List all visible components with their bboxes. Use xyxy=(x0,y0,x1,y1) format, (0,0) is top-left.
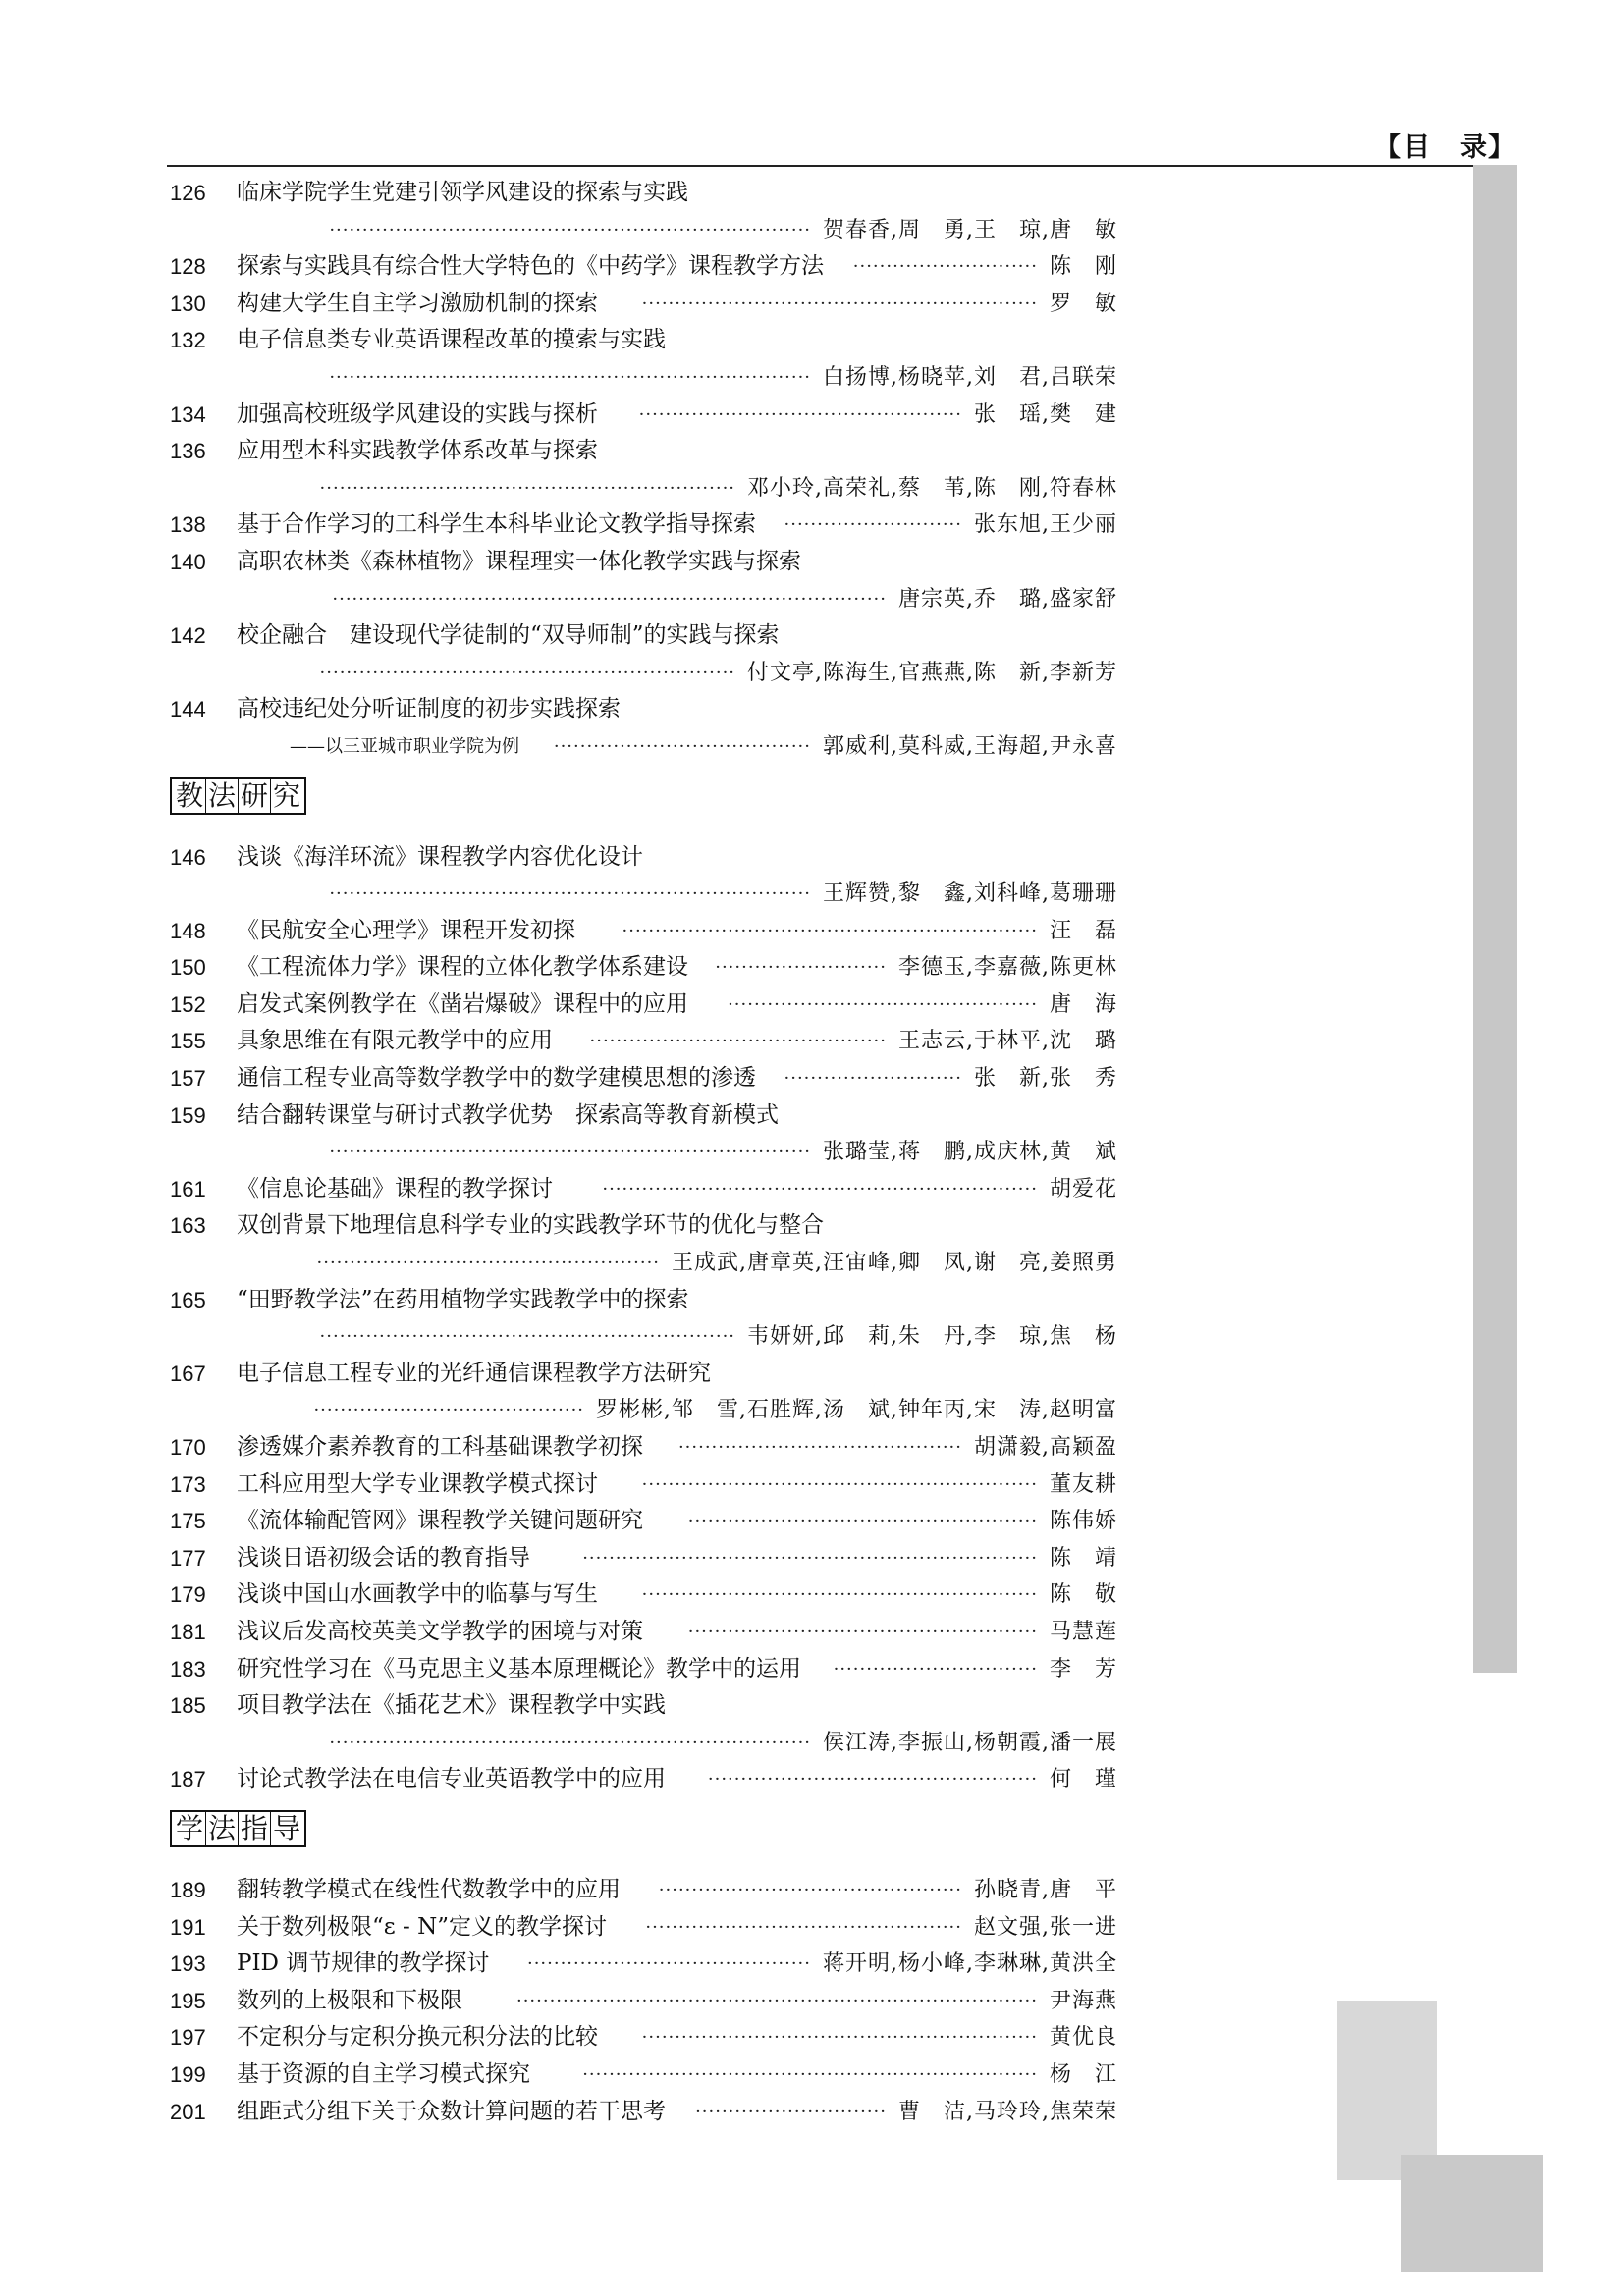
toc-entry[interactable] xyxy=(170,1651,1117,1688)
entry-title[interactable]: 《流体输配管网》课程教学关键问题研究 xyxy=(237,1508,643,1534)
entry-authors: 曹 洁,马玲玲,焦荣荣 xyxy=(898,2099,1117,2124)
section-title-char: 教 xyxy=(174,779,206,813)
entry-page-number: 199 xyxy=(170,2061,206,2087)
toc-entry[interactable] xyxy=(170,1576,1117,1614)
section-heading xyxy=(170,766,1117,839)
entry-title[interactable]: 双创背景下地理信息科学专业的实践教学环节的优化与整合 xyxy=(237,1212,824,1239)
leader-dots: ······································· xyxy=(553,735,812,757)
entry-page-number: 140 xyxy=(170,549,206,574)
entry-title[interactable]: 启发式案例教学在《凿岩爆破》课程中的应用 xyxy=(237,990,688,1017)
entry-title[interactable]: 应用型本科实践教学体系改革与探索 xyxy=(237,438,598,464)
entry-authors: 唐宗英,乔 璐,盛家舒 xyxy=(898,586,1117,612)
entry-authors: 尹海燕 xyxy=(1049,1988,1117,2013)
entry-authors: 蒋开明,杨小峰,李琳琳,黄洪全 xyxy=(823,1951,1117,1977)
toc-entry[interactable] xyxy=(170,949,1117,987)
leader-dots: ··········································· xyxy=(526,1953,812,1975)
section-title-char: 研 xyxy=(239,779,271,813)
entry-page-number: 165 xyxy=(170,1287,206,1312)
toc-entry-line2 xyxy=(170,1134,1117,1171)
entry-page-number: 191 xyxy=(170,1914,206,1940)
entry-tail xyxy=(784,1060,1118,1097)
toc-entry[interactable] xyxy=(170,175,1117,212)
section-title-char: 导 xyxy=(273,1811,301,1844)
section-title-char: 究 xyxy=(273,778,301,812)
entry-page-number: 197 xyxy=(170,2025,206,2051)
entry-authors: 王成武,唐章英,汪宙峰,卿 凤,谢 亮,姜照勇 xyxy=(672,1251,1117,1276)
leader-dots: ···························································· xyxy=(641,293,1038,314)
leader-dots: ···························· xyxy=(852,256,1038,278)
entry-tail xyxy=(329,876,1117,913)
toc-entry[interactable] xyxy=(170,286,1117,323)
toc-entry[interactable] xyxy=(170,433,1117,470)
toc-entry[interactable] xyxy=(170,1060,1117,1097)
leader-dots: ······························································· xyxy=(319,1326,736,1348)
entry-tail xyxy=(527,1946,1117,1983)
entry-page-number: 132 xyxy=(170,328,206,353)
leader-dots: ········································································· xyxy=(329,219,812,240)
toc-entry[interactable] xyxy=(170,1429,1117,1467)
toc-entry[interactable] xyxy=(170,839,1117,877)
toc-entry[interactable] xyxy=(170,1761,1117,1798)
corner-decoration-block xyxy=(1337,2001,1437,2180)
toc-entry[interactable] xyxy=(170,2019,1117,2056)
corner-decoration-block xyxy=(1401,2155,1543,2272)
section-heading xyxy=(170,1798,1117,1872)
toc-entry[interactable] xyxy=(170,1207,1117,1245)
leader-dots: ·························· xyxy=(715,957,887,979)
entry-authors: 赵文强,张一进 xyxy=(974,1914,1117,1940)
entry-title[interactable]: 关于数列极限“ε - N”定义的教学探讨 xyxy=(237,1913,607,1940)
entry-page-number: 134 xyxy=(170,401,206,427)
entry-title[interactable]: 基于合作学习的工科学生本科毕业论文教学指导探索 xyxy=(237,511,756,538)
header-rule xyxy=(167,165,1517,167)
entry-tail xyxy=(554,728,1117,766)
entry-authors: 白扬博,杨晓苹,刘 君,吕联荣 xyxy=(823,364,1117,390)
entry-tail xyxy=(622,913,1117,950)
leader-dots: ············································· xyxy=(589,1031,887,1052)
leader-dots: ··························· xyxy=(784,514,962,536)
entry-authors: 贺春香,周 勇,王 琼,唐 敏 xyxy=(823,217,1117,242)
entry-title[interactable]: 浅议后发高校英美文学教学的困境与对策 xyxy=(237,1618,643,1644)
toc-entry-line2 xyxy=(170,1725,1117,1762)
entry-authors: 张东旭,王少丽 xyxy=(974,512,1117,538)
entry-tail xyxy=(317,1245,1118,1282)
leader-dots: ··························· xyxy=(784,1068,962,1090)
toc-entry[interactable] xyxy=(170,1946,1117,1983)
entry-authors: 马慧莲 xyxy=(1049,1619,1117,1644)
entry-tail xyxy=(678,1429,1117,1467)
entry-tail xyxy=(853,248,1117,286)
entry-tail xyxy=(708,1761,1117,1798)
entry-page-number: 138 xyxy=(170,512,206,538)
toc-entry[interactable] xyxy=(170,248,1117,286)
toc-entry[interactable] xyxy=(170,1356,1117,1393)
entry-title[interactable]: 《工程流体力学》课程的立体化教学体系建设 xyxy=(237,954,688,981)
entry-authors: 王志云,于林平,沈 璐 xyxy=(898,1029,1117,1054)
toc-entry-line2 xyxy=(170,1245,1117,1282)
entry-page-number: 144 xyxy=(170,697,206,722)
toc-header-label: 【目 录】 xyxy=(1375,133,1517,163)
leader-dots: ····················································· xyxy=(687,1621,1038,1642)
leader-dots: ················································ xyxy=(645,1916,962,1938)
entry-page-number: 187 xyxy=(170,1767,206,1792)
entry-tail xyxy=(516,1983,1117,2020)
leader-dots: ·················································· xyxy=(707,1769,1038,1790)
entry-authors: 李德玉,李嘉薇,陈更林 xyxy=(898,955,1117,981)
toc-entry[interactable] xyxy=(170,1023,1117,1060)
entry-title[interactable]: 浅谈日语初级会话的教育指导 xyxy=(237,1544,530,1571)
entry-tail xyxy=(313,1392,1117,1429)
section-title-char: 指 xyxy=(239,1812,271,1845)
entry-title[interactable]: PID 调节规律的教学探讨 xyxy=(237,1950,490,1977)
entry-authors: 李 芳 xyxy=(1049,1656,1117,1682)
entry-authors: 邓小玲,高荣礼,蔡 苇,陈 刚,符春林 xyxy=(747,475,1117,501)
entry-page-number: 146 xyxy=(170,844,206,870)
entry-authors: 黄优良 xyxy=(1049,2025,1117,2051)
toc-entry[interactable] xyxy=(170,617,1117,655)
entry-title[interactable]: 讨论式教学法在电信专业英语教学中的应用 xyxy=(237,1766,666,1792)
entry-authors: 唐 海 xyxy=(1049,991,1117,1017)
entry-tail xyxy=(329,1134,1117,1171)
entry-authors: 韦妍妍,邱 莉,朱 丹,李 琼,焦 杨 xyxy=(747,1324,1117,1350)
entry-page-number: 150 xyxy=(170,955,206,981)
entry-page-number: 126 xyxy=(170,181,206,205)
entry-tail xyxy=(590,1023,1117,1060)
toc-entry[interactable] xyxy=(170,987,1117,1024)
toc-entry-line2 xyxy=(170,359,1117,397)
entry-title[interactable]: 加强高校班级学风建设的实践与探析 xyxy=(237,400,598,427)
toc-entry[interactable] xyxy=(170,1282,1117,1319)
entry-title[interactable]: 渗透媒介素养教育的工科基础课教学初探 xyxy=(237,1434,643,1460)
entry-authors: 陈 敬 xyxy=(1049,1582,1117,1608)
entry-tail xyxy=(715,949,1117,987)
entry-authors: 陈伟娇 xyxy=(1049,1509,1117,1534)
entry-authors: 陈 刚 xyxy=(1049,254,1117,280)
entry-authors: 杨 江 xyxy=(1049,2061,1117,2087)
entry-page-number: 167 xyxy=(170,1361,206,1386)
entry-tail xyxy=(728,987,1117,1024)
toc-entry[interactable] xyxy=(170,1614,1117,1651)
entry-page-number: 170 xyxy=(170,1435,206,1460)
leader-dots: ····························· xyxy=(695,2101,887,2122)
entry-tail xyxy=(329,359,1117,397)
entry-tail xyxy=(320,470,1117,507)
entry-title[interactable]: 浅谈《海洋环流》课程教学内容优化设计 xyxy=(237,843,643,870)
entry-title[interactable]: 《信息论基础》课程的教学探讨 xyxy=(237,1175,553,1201)
leader-dots: ··········································· xyxy=(677,1437,962,1458)
toc-entry-line2 xyxy=(170,1318,1117,1356)
entry-tail xyxy=(320,655,1117,692)
entry-tail xyxy=(582,2056,1117,2094)
leader-dots: ········································································· xyxy=(329,883,812,905)
entry-page-number: 201 xyxy=(170,2099,206,2124)
entry-title[interactable]: 《民航安全心理学》课程开发初探 xyxy=(237,917,575,943)
toc-entry[interactable] xyxy=(170,1540,1117,1577)
entry-page-number: 185 xyxy=(170,1693,206,1719)
toc-entry[interactable] xyxy=(170,322,1117,359)
leader-dots: ······························································· xyxy=(622,920,1038,941)
toc-entry[interactable] xyxy=(170,1467,1117,1504)
entry-tail xyxy=(688,1614,1117,1651)
toc-entry[interactable] xyxy=(170,913,1117,950)
toc-entry-line2 xyxy=(170,728,1117,766)
entry-title[interactable]: 数列的上极限和下极限 xyxy=(237,1987,462,2013)
entry-authors: 张 新,张 秀 xyxy=(974,1066,1117,1092)
leader-dots: ········································································· xyxy=(329,1732,812,1753)
leader-dots: ········································· xyxy=(313,1400,585,1421)
entry-tail xyxy=(329,212,1117,249)
entry-authors: 罗 敏 xyxy=(1049,291,1117,316)
entry-title[interactable]: 研究性学习在《马克思主义基本原理概论》教学中的运用 xyxy=(237,1655,801,1682)
entry-authors: 汪 磊 xyxy=(1049,918,1117,943)
entry-tail xyxy=(332,581,1117,618)
entry-page-number: 152 xyxy=(170,991,206,1017)
entry-tail xyxy=(642,1467,1117,1504)
toc-entry[interactable] xyxy=(170,1171,1117,1208)
toc-entry[interactable] xyxy=(170,2094,1117,2131)
entry-authors: 付文亭,陈海生,官燕燕,陈 新,李新芳 xyxy=(747,660,1117,685)
entry-title[interactable]: 工科应用型大学专业课教学模式探讨 xyxy=(237,1470,598,1497)
side-decoration-bar xyxy=(1473,165,1517,1673)
entry-tail xyxy=(320,1318,1117,1356)
entry-page-number: 195 xyxy=(170,1988,206,2013)
entry-authors: 王辉赞,黎 鑫,刘科峰,葛珊珊 xyxy=(823,881,1117,907)
leader-dots: ·································································· xyxy=(602,1178,1038,1200)
entry-page-number: 183 xyxy=(170,1656,206,1682)
entry-page-number: 179 xyxy=(170,1582,206,1608)
entry-page-number: 142 xyxy=(170,623,206,649)
entry-title[interactable]: 项目教学法在《插花艺术》课程教学中实践 xyxy=(237,1692,666,1719)
entry-page-number: 128 xyxy=(170,254,206,280)
toc-entry[interactable] xyxy=(170,1503,1117,1540)
leader-dots: ···················································· xyxy=(316,1253,661,1274)
entry-authors: 张璐莹,蒋 鹏,成庆林,黄 斌 xyxy=(823,1140,1117,1165)
entry-title[interactable]: 构建大学生自主学习激励机制的探索 xyxy=(237,290,598,316)
entry-tail xyxy=(659,1872,1117,1909)
entry-page-number: 193 xyxy=(170,1951,206,1977)
entry-page-number: 130 xyxy=(170,291,206,316)
leader-dots: ····································································· xyxy=(582,1547,1038,1569)
entry-tail xyxy=(645,1909,1117,1947)
toc-entry-line2 xyxy=(170,581,1117,618)
toc-entry[interactable] xyxy=(170,397,1117,434)
entry-tail xyxy=(784,507,1118,544)
entry-page-number: 177 xyxy=(170,1545,206,1571)
entry-tail xyxy=(582,1540,1117,1577)
entry-authors: 罗彬彬,邹 雪,石胜辉,汤 斌,钟年丙,宋 涛,赵明富 xyxy=(596,1398,1117,1423)
entry-page-number: 161 xyxy=(170,1176,206,1201)
toc-entry-line2 xyxy=(170,876,1117,913)
entry-authors: 胡潇毅,高颖盈 xyxy=(974,1435,1117,1460)
entry-title[interactable]: 结合翻转课堂与研讨式教学优势 探索高等教育新模式 xyxy=(237,1101,779,1128)
entry-page-number: 181 xyxy=(170,1619,206,1644)
toc-entry[interactable] xyxy=(170,1872,1117,1909)
toc-entry-line2 xyxy=(170,655,1117,692)
leader-dots: ··············································· xyxy=(728,993,1038,1015)
entry-page-number: 155 xyxy=(170,1029,206,1054)
leader-dots: ···························································· xyxy=(641,1584,1038,1606)
entry-page-number: 148 xyxy=(170,918,206,943)
entry-title[interactable]: 具象思维在有限元教学中的应用 xyxy=(237,1028,553,1054)
entry-tail xyxy=(642,1576,1117,1614)
entry-title[interactable]: 电子信息工程专业的光纤通信课程教学方法研究 xyxy=(237,1360,711,1386)
entry-subtitle: ——以三亚城市职业学院为例 xyxy=(290,735,519,757)
entry-title[interactable]: 电子信息类专业英语课程改革的摸索与实践 xyxy=(237,327,666,353)
entry-authors: 孙晓青,唐 平 xyxy=(974,1877,1117,1902)
leader-dots: ···················································································· xyxy=(332,588,887,610)
toc-entry[interactable] xyxy=(170,2056,1117,2094)
entry-title[interactable]: 通信工程专业高等数学教学中的数学建模思想的渗透 xyxy=(237,1065,756,1092)
entry-authors: 胡爱花 xyxy=(1049,1176,1117,1201)
leader-dots: ···························································· xyxy=(641,1473,1038,1495)
entry-title[interactable]: “田野教学法”在药用植物学实践教学中的探索 xyxy=(237,1286,689,1312)
leader-dots: ······························································· xyxy=(319,662,736,683)
leader-dots: ····································································· xyxy=(582,2063,1038,2085)
entry-authors: 陈 靖 xyxy=(1049,1545,1117,1571)
toc-entry-line2 xyxy=(170,212,1117,249)
entry-authors: 董友耕 xyxy=(1049,1471,1117,1497)
leader-dots: ·············································· xyxy=(658,1879,962,1900)
toc-entry-line2 xyxy=(170,1392,1117,1429)
entry-page-number: 157 xyxy=(170,1066,206,1092)
entry-tail xyxy=(688,1503,1117,1540)
leader-dots: ······························································· xyxy=(319,477,736,499)
section-title xyxy=(170,1810,306,1847)
entry-page-number: 136 xyxy=(170,439,206,464)
entry-authors: 郭威利,莫科威,王海超,尹永喜 xyxy=(823,733,1117,759)
leader-dots: ········································································· xyxy=(329,366,812,388)
toc-entry[interactable] xyxy=(170,691,1117,728)
leader-dots: ················································· xyxy=(638,403,962,425)
entry-title[interactable]: 高职农林类《森林植物》课程理实一体化教学实践与探索 xyxy=(237,548,801,574)
toc-entry[interactable] xyxy=(170,1909,1117,1947)
section-title xyxy=(170,777,306,815)
entry-authors: 侯江涛,李振山,杨朝霞,潘一展 xyxy=(823,1730,1117,1755)
entry-tail xyxy=(642,286,1117,323)
toc-entry[interactable] xyxy=(170,1687,1117,1725)
leader-dots: ········································································· xyxy=(329,1142,812,1163)
entry-tail xyxy=(329,1725,1117,1762)
entry-title[interactable]: 翻转教学模式在线性代数教学中的应用 xyxy=(237,1876,621,1902)
toc-entry-line2 xyxy=(170,470,1117,507)
entry-page-number: 173 xyxy=(170,1471,206,1497)
entry-title[interactable]: 组距式分组下关于众数计算问题的若干思考 xyxy=(237,2098,666,2124)
leader-dots: ····················································· xyxy=(687,1511,1038,1532)
entry-tail xyxy=(639,397,1117,434)
section-title-char: 学 xyxy=(174,1812,206,1845)
entry-page-number: 175 xyxy=(170,1509,206,1534)
entry-page-number: 189 xyxy=(170,1877,206,1902)
leader-dots: ······························· xyxy=(833,1658,1038,1680)
leader-dots: ···························································· xyxy=(641,2027,1038,2049)
entry-authors: 张 瑶,樊 建 xyxy=(974,401,1117,427)
entry-title[interactable]: 基于资源的自主学习模式探究 xyxy=(237,2060,530,2087)
table-of-contents xyxy=(170,175,1117,2130)
toc-entry[interactable] xyxy=(170,544,1117,581)
entry-title[interactable]: 临床学院学生党建引领学风建设的探索与实践 xyxy=(237,180,688,205)
leader-dots: ··············································································· xyxy=(515,1990,1038,2011)
entry-page-number: 159 xyxy=(170,1102,206,1128)
section-title-char: 法 xyxy=(206,779,239,813)
entry-tail xyxy=(834,1651,1117,1688)
entry-title[interactable]: 探索与实践具有综合性大学特色的《中药学》课程教学方法 xyxy=(237,253,824,280)
entry-tail xyxy=(695,2094,1117,2131)
entry-tail xyxy=(602,1171,1117,1208)
section-title-char: 法 xyxy=(206,1812,239,1845)
entry-authors: 何 瑾 xyxy=(1049,1767,1117,1792)
toc-entry[interactable] xyxy=(170,1097,1117,1135)
entry-title[interactable]: 不定积分与定积分换元积分法的比较 xyxy=(237,2024,598,2051)
entry-title[interactable]: 校企融合 建设现代学徒制的“双导师制”的实践与探索 xyxy=(237,622,780,649)
toc-entry[interactable] xyxy=(170,1983,1117,2020)
entry-page-number: 163 xyxy=(170,1213,206,1239)
entry-title[interactable]: 高校违纪处分听证制度的初步实践探索 xyxy=(237,696,621,722)
entry-title[interactable]: 浅谈中国山水画教学中的临摹与写生 xyxy=(237,1581,598,1608)
entry-tail xyxy=(642,2019,1117,2056)
toc-entry[interactable] xyxy=(170,507,1117,544)
